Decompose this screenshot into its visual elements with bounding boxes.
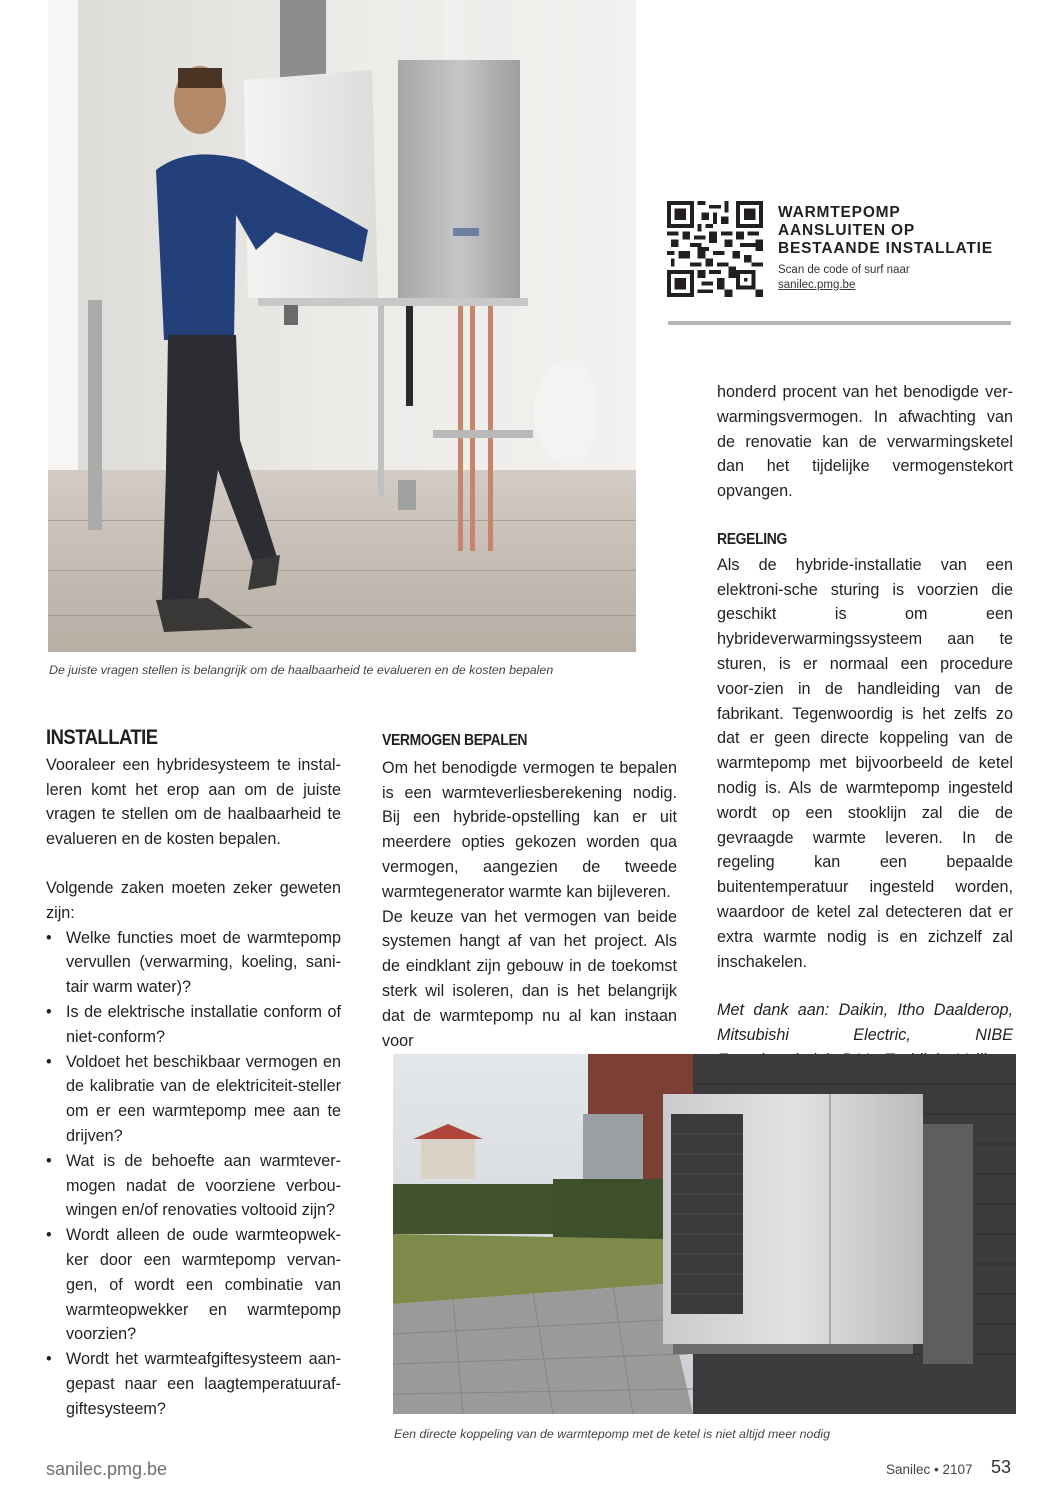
installatie-paragraph-2: Volgende zaken moeten zeker geweten zijn: xyxy=(46,878,341,922)
footer-site-link[interactable]: sanilec.pmg.be xyxy=(46,1459,168,1479)
checklist-item: • Wordt het warmteafgiftesysteem aan-gepast naar een laagtemperatuuraf-giftesysteem? xyxy=(46,1347,341,1421)
qr-title-line-1: WARMTEPOMP xyxy=(778,204,901,221)
column-left xyxy=(46,726,341,1422)
heading-vermogen-bepalen: VERMOGEN BEPALEN xyxy=(382,732,528,749)
photo-top-caption: De juiste vragen stellen is belangrijk om de haalbaarheid te evalueren en de kosten bepalen xyxy=(49,663,554,677)
checklist-item: • Wordt alleen de oude warmteopwek-ker door een warmtepomp vervan-gen, of wordt een combinatie van warmteopwekker en warmtepomp voorzien? xyxy=(46,1223,341,1347)
photo-bottom-caption: Een directe koppeling van de warmtepomp met de ketel is niet altijd meer nodig xyxy=(394,1427,830,1441)
photo-outdoor-heatpump xyxy=(393,1054,1016,1414)
qr-url-link[interactable]: sanilec.pmg.be xyxy=(778,279,856,291)
right-intro-paragraph: honderd procent van het benodigde ver-warmingsvermogen. In afwachting van de renovatie kan de verwarmingsketel dan het tijdelijke vermogenstekort opvangen. xyxy=(717,383,1013,501)
qr-box-divider xyxy=(668,321,1011,325)
checklist-item: • Wat is de behoefte aan warmtever-mogen nadat de voorziene verbou-wingen en/of renovaties voltooid zijn? xyxy=(46,1149,341,1223)
vermogen-paragraph-2: De keuze van het vermogen van beide systemen hangt af van het project. Als de eindklant zijn gebouw in de toekomst sterk wil isoleren, dan is het belangrijk dat de warmtepomp nu al kan instaan voor xyxy=(382,907,677,1050)
heading-installatie: INSTALLATIE xyxy=(46,726,158,749)
footer-page-number: 53 xyxy=(991,1457,1012,1477)
checklist xyxy=(46,926,341,1422)
column-right xyxy=(717,380,1013,1122)
checklist-item: • Is de elektrische installatie conform of niet-conform? xyxy=(46,1000,341,1050)
heading-regeling: REGELING xyxy=(717,530,787,548)
footer-issue: Sanilec • 2107 xyxy=(886,1462,973,1477)
photo-illustration xyxy=(393,1054,1016,1414)
photo-installer-boiler xyxy=(48,0,636,652)
qr-code[interactable] xyxy=(667,201,763,297)
qr-code-icon xyxy=(667,201,763,297)
qr-title-line-2: AANSLUITEN OP xyxy=(778,222,915,239)
qr-title-line-3: BESTAANDE INSTALLATIE xyxy=(778,240,993,257)
checklist-item: • Welke functies moet de warmtepomp vervullen (verwarming, koeling, sani-tair warm water)? xyxy=(46,926,341,1000)
checklist-item: • Voldoet het beschikbaar vermogen en de kalibratie van de elektriciteit-steller om er een warmtepomp mee aan te drijven? xyxy=(46,1050,341,1149)
qr-box-text xyxy=(778,204,1018,293)
qr-scan-text: Scan de code of surf naar xyxy=(778,264,910,276)
regeling-paragraph: Als de hybride-installatie van een elektroni-sche sturing is voorzien die geschikt is om een hybrideverwarmingssysteem aan te sturen, is er normaal een procedure voor-zien in de handleiding van de fabrikant. Tegenwoordig is het zelfs zo dat er geen directe koppeling van de warmtepomp met bijvoorbeeld de ketel nodig is. Als de warmtepomp ingesteld wordt op een stooklijn zal die de gevraagde warmte leveren. In de regeling kan een bepaalde buitentemperatuur ingesteld worden, waardoor de ketel zal detecteren dat er extra warmte nodig is en zichzelf zal inschakelen. xyxy=(717,555,1013,971)
photo-illustration xyxy=(48,0,636,652)
installatie-paragraph-1: Vooraleer een hybridesysteem te instal-leren komt het erop aan om de juiste vragen te stellen om de haalbaarheid te evalueren en de kosten bepalen. xyxy=(46,755,341,849)
credits-paragraph: Met dank aan: Daikin, Itho Daalderop, Mitsubishi Electric, NIBE xyxy=(717,1001,1013,1045)
vermogen-paragraph-1: Om het benodigde vermogen te bepalen is een warmteverliesberekening nodig. Bij een hybride-opstelling kan er uit meerdere opties gekozen worden qua vermogen, aangezien de tweede warmtegenerator warmte kan bijleveren. xyxy=(382,758,677,901)
column-middle xyxy=(382,729,677,1053)
